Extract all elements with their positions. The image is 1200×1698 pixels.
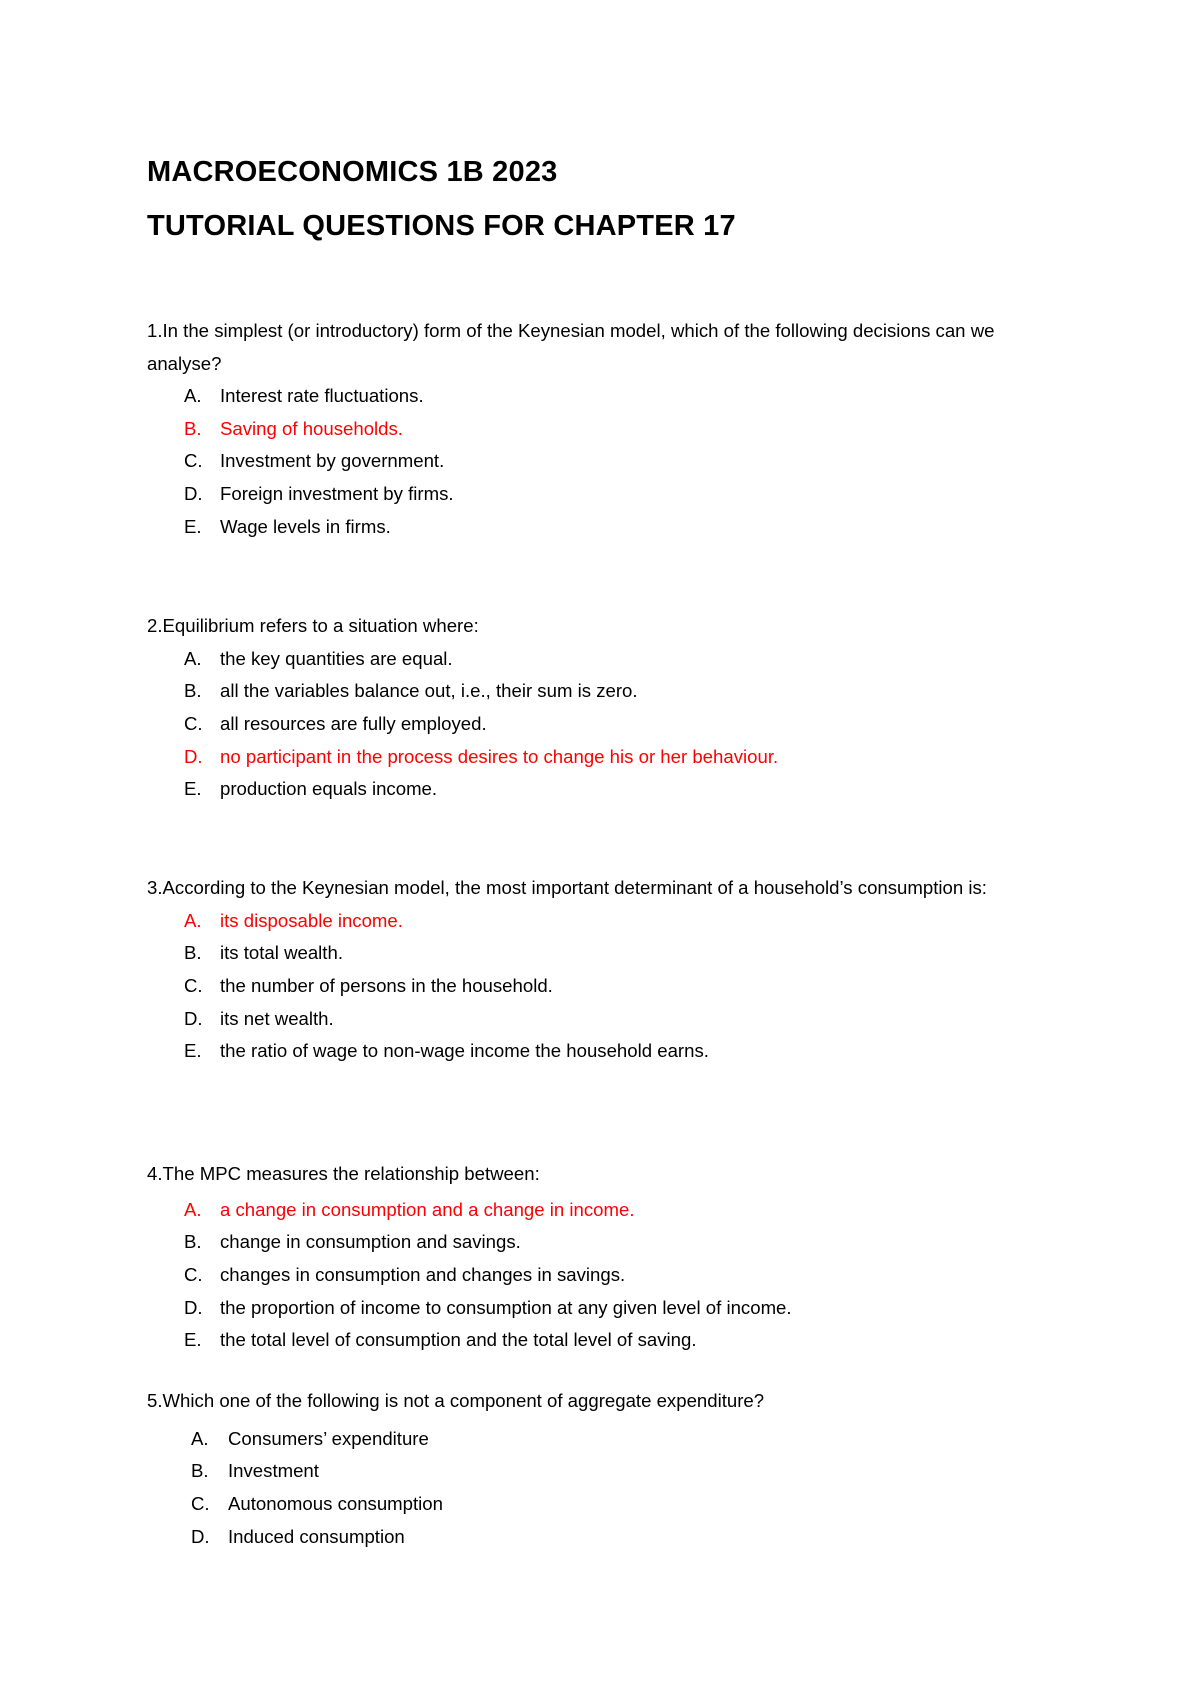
option-item: [147, 1259, 1067, 1292]
option-letter: A.: [184, 1198, 202, 1220]
option-letter: A.: [191, 1427, 209, 1449]
option-text: all the variables balance out, i.e., their sum is zero.: [220, 680, 638, 702]
option-item: [147, 643, 1067, 676]
document-subtitle: TUTORIAL QUESTIONS FOR CHAPTER 17: [147, 210, 736, 242]
option-letter: C.: [184, 1263, 203, 1285]
option-letter: D.: [191, 1525, 210, 1547]
option-text: no participant in the process desires to change his or her behaviour.: [220, 745, 779, 767]
option-item: [147, 413, 1067, 446]
question-3: [147, 872, 1067, 1068]
option-text: the total level of consumption and the total level of saving.: [220, 1329, 697, 1351]
question-stem: 1.In the simplest (or introductory) form of the Keynesian model, which of the following decisions can we analyse?: [147, 320, 995, 374]
option-list: [147, 1194, 1067, 1357]
option-item: [147, 1226, 1067, 1259]
option-item: [147, 380, 1067, 413]
option-item: [147, 1488, 1067, 1521]
option-text: the key quantities are equal.: [220, 647, 453, 669]
option-text: Interest rate fluctuations.: [220, 385, 424, 406]
option-item: [147, 675, 1067, 708]
option-text: its disposable income.: [220, 909, 403, 931]
option-text: Investment: [228, 1460, 319, 1482]
option-list: [147, 1423, 1067, 1554]
option-text: Induced consumption: [228, 1525, 405, 1547]
option-text: the ratio of wage to non-wage income the household earns.: [220, 1040, 709, 1062]
option-item: [147, 1194, 1067, 1227]
option-text: all resources are fully employed.: [220, 712, 487, 734]
option-text: changes in consumption and changes in savings.: [220, 1263, 626, 1285]
option-letter: B.: [184, 680, 202, 702]
option-text: the number of persons in the household.: [220, 974, 553, 996]
option-letter: E.: [184, 778, 202, 800]
option-item: [147, 937, 1067, 970]
option-letter: D.: [184, 1296, 203, 1318]
option-list: [147, 905, 1067, 1068]
option-list: [147, 380, 1067, 543]
option-letter: D.: [184, 1007, 203, 1029]
option-letter: A.: [184, 909, 202, 931]
option-item: [147, 1423, 1067, 1456]
option-item: [147, 1455, 1067, 1488]
option-letter: E.: [184, 515, 202, 537]
option-item: [147, 445, 1067, 478]
option-item: [147, 1324, 1067, 1357]
option-letter: B.: [184, 417, 202, 439]
option-item: [147, 708, 1067, 741]
option-text: Investment by government.: [220, 450, 445, 472]
option-letter: D.: [184, 745, 203, 767]
option-text: Autonomous consumption: [228, 1492, 443, 1514]
option-letter: B.: [184, 1231, 202, 1253]
option-letter: C.: [184, 450, 203, 472]
option-letter: A.: [184, 647, 202, 669]
question-4: [147, 1158, 1067, 1357]
option-item: [147, 1521, 1067, 1554]
document-title: MACROECONOMICS 1B 2023: [147, 156, 558, 188]
option-item: [147, 1292, 1067, 1325]
option-text: Consumers’ expenditure: [228, 1427, 429, 1449]
option-text: Saving of households.: [220, 417, 403, 439]
question-1: [147, 315, 1067, 543]
option-text: its total wealth.: [220, 942, 343, 964]
option-letter: D.: [184, 483, 203, 505]
option-item: [147, 511, 1067, 544]
option-text: its net wealth.: [220, 1007, 334, 1029]
option-letter: A.: [184, 385, 202, 406]
question-5: [147, 1385, 1067, 1553]
question-stem: 4.The MPC measures the relationship between:: [147, 1163, 540, 1184]
option-letter: B.: [184, 942, 202, 964]
option-text: a change in consumption and a change in income.: [220, 1198, 635, 1220]
option-item: [147, 773, 1067, 806]
option-item: [147, 478, 1067, 511]
option-letter: E.: [184, 1329, 202, 1351]
option-letter: E.: [184, 1040, 202, 1062]
option-item: [147, 1035, 1067, 1068]
option-text: Wage levels in firms.: [220, 515, 391, 537]
question-stem: 5.Which one of the following is not a component of aggregate expenditure?: [147, 1390, 765, 1411]
question-stem: 2.Equilibrium refers to a situation where:: [147, 615, 479, 636]
option-item: [147, 741, 1067, 774]
option-letter: B.: [191, 1460, 209, 1482]
option-letter: C.: [184, 974, 203, 996]
option-text: change in consumption and savings.: [220, 1231, 521, 1253]
option-text: production equals income.: [220, 778, 438, 800]
option-letter: C.: [184, 712, 203, 734]
option-list: [147, 643, 1067, 806]
question-stem: 3.According to the Keynesian model, the most important determinant of a household’s consumption is:: [147, 877, 987, 898]
option-text: the proportion of income to consumption at any given level of income.: [220, 1296, 792, 1318]
option-item: [147, 905, 1067, 938]
option-letter: C.: [191, 1492, 210, 1514]
option-item: [147, 1003, 1067, 1036]
option-item: [147, 970, 1067, 1003]
option-text: Foreign investment by firms.: [220, 483, 454, 505]
question-2: [147, 610, 1067, 806]
